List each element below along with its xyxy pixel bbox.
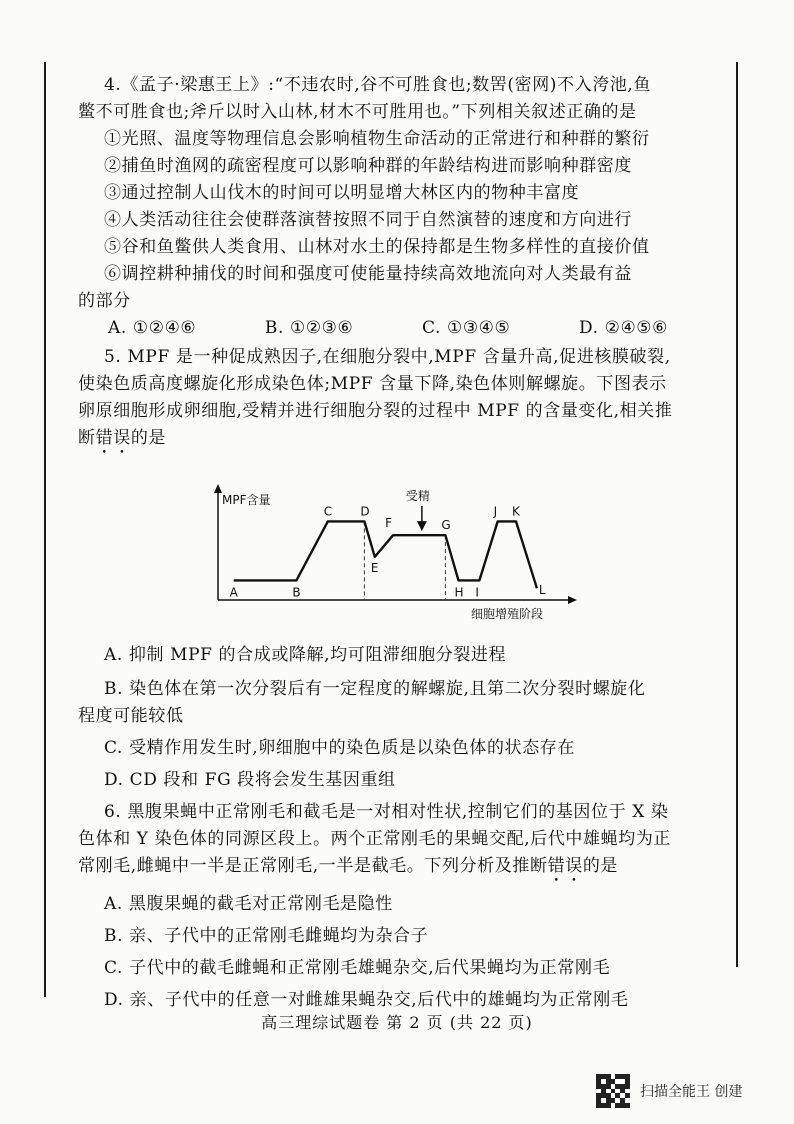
q6-option-b: B. 亲、子代中的正常刚毛雌蝇均为杂合子 (104, 926, 429, 946)
x-axis-arrow (568, 596, 577, 604)
q5-stem-post: 的是 (130, 428, 167, 448)
right-margin-rule (736, 62, 738, 967)
q5-stem-line3: 卵原细胞形成卵细胞,受精并进行细胞分裂的过程中 MPF 的含量变化,相关推 (78, 401, 673, 421)
page-footer: 高三理综试题卷 第 2 页 (共 22 页) (261, 1013, 533, 1032)
mpf-chart (200, 482, 580, 632)
annotation-arrow-head (417, 521, 427, 531)
x-axis-label: 细胞增殖阶段 (471, 607, 544, 621)
q5-stem-pre: 断 (78, 428, 96, 448)
point-label-B: B (292, 585, 301, 600)
q5-option-a: A. 抑制 MPF 的合成或降解,均可阻滞细胞分裂进程 (104, 645, 507, 665)
point-label-J: J (493, 504, 498, 519)
point-label-E: E (370, 560, 379, 575)
scanner-watermark (596, 1074, 742, 1108)
q6-emphasis: 错误 (547, 856, 583, 876)
q5-option-c: C. 受精作用发生时,卵细胞中的染色质是以染色体的状态存在 (104, 738, 576, 758)
q6-option-c: C. 子代中的截毛雌蝇和正常刚毛雄蝇杂交,后代果蝇均为正常刚毛 (104, 958, 611, 978)
point-label-G: G (441, 518, 451, 533)
mpf-series-line (234, 521, 537, 588)
exam-content (78, 72, 704, 458)
q5-option-d: D. CD 段和 FG 段将会发生基因重组 (104, 770, 396, 790)
q4-option-c: C. ①③④⑤ (421, 318, 511, 338)
q5-stem-line1: 5. MPF 是一种促成熟因子,在细胞分裂中,MPF 含量升高,促进核膜破裂, (104, 347, 671, 367)
q4-item-6: ⑥调控耕种捕伐的时间和强度可使能量持续高效地流向对人类最有益 (104, 264, 632, 284)
q5-option-b: B. 染色体在第一次分裂后有一定程度的解螺旋,且第二次分裂时螺旋化 (104, 679, 646, 699)
q4-option-b: B. ①②③⑥ (264, 318, 354, 338)
q6-stem-post: 的是 (582, 856, 619, 876)
q4-item-4: ④人类活动往往会使群落演替按照不同于自然演替的速度和方向进行 (104, 210, 632, 230)
q6-stem-line1: 6. 黑腹果蝇中正常刚毛和截毛是一对相对性状,控制它们的基因位于 X 染 (104, 802, 669, 822)
qr-code-icon (596, 1074, 630, 1108)
q4-options (104, 315, 668, 342)
q4-option-a: A. ①②④⑥ (108, 318, 197, 338)
q4-item-1: ①光照、温度等物理信息会影响植物生命活动的正常进行和种群的繁衍 (104, 129, 650, 149)
q5-option-b-cont: 程度可能较低 (78, 706, 184, 726)
point-label-D: D (360, 504, 370, 519)
y-axis-arrow (214, 484, 222, 493)
q6-stem-line3 (78, 853, 704, 886)
q6-stem-line2: 色体和 Y 染色体的同源区段上。两个正常刚毛的果蝇交配,后代中雄蝇均为正 (78, 829, 672, 849)
point-label-A: A (229, 585, 238, 600)
scanner-label: 扫描全能王 创建 (640, 1084, 743, 1100)
point-label-H: H (454, 585, 464, 600)
q5-stem-line2: 使染色质高度螺旋化形成染色体;MPF 含量下降,染色体则解螺旋。下图表示 (78, 374, 667, 394)
q4-item-2: ②捕鱼时渔网的疏密程度可以影响种群的年龄结构进而影响种群密度 (104, 156, 632, 176)
q5-stem-line4 (78, 425, 704, 458)
q6-option-d: D. 亲、子代中的任意一对雌雄果蝇杂交,后代中的雄蝇均为正常刚毛 (104, 990, 629, 1010)
q6-stem-pre: 常刚毛,雌蝇中一半是正常刚毛,一半是截毛。下列分析及推断 (78, 856, 548, 876)
point-label-I: I (475, 585, 479, 600)
left-margin-rule (44, 62, 46, 997)
q4-stem-line2: 鳖不可胜食也;斧斤以时入山林,材木不可胜用也。”下列相关叙述正确的是 (78, 102, 637, 122)
q4-stem-line1: 4.《孟子·梁惠王上》:“不违农时,谷不可胜食也;数罟(密网)不入洿池,鱼 (104, 75, 652, 95)
annotation-label: 受精 (405, 489, 430, 503)
question-5 (78, 344, 704, 458)
q4-item-5: ⑤谷和鱼鳖供人类食用、山林对水土的保持都是生物多样性的直接价值 (104, 237, 650, 257)
point-label-C: C (323, 504, 333, 519)
point-label-F: F (385, 516, 393, 531)
point-label-K: K (511, 504, 520, 519)
q4-option-d: D. ②④⑤⑥ (578, 318, 668, 338)
question-6 (78, 799, 704, 1014)
q4-item-6-cont: 的部分 (78, 291, 131, 311)
q5-emphasis: 错误 (95, 428, 131, 448)
q5-options-block (78, 642, 704, 1014)
q6-option-a: A. 黑腹果蝇的截毛对正常刚毛是隐性 (104, 894, 393, 914)
y-axis-label: MPF含量 (222, 493, 271, 507)
question-4 (78, 72, 704, 342)
point-label-L: L (538, 583, 546, 598)
q4-item-3: ③通过控制人山伐木的时间可以明显增大林区内的物种丰富度 (104, 183, 580, 203)
